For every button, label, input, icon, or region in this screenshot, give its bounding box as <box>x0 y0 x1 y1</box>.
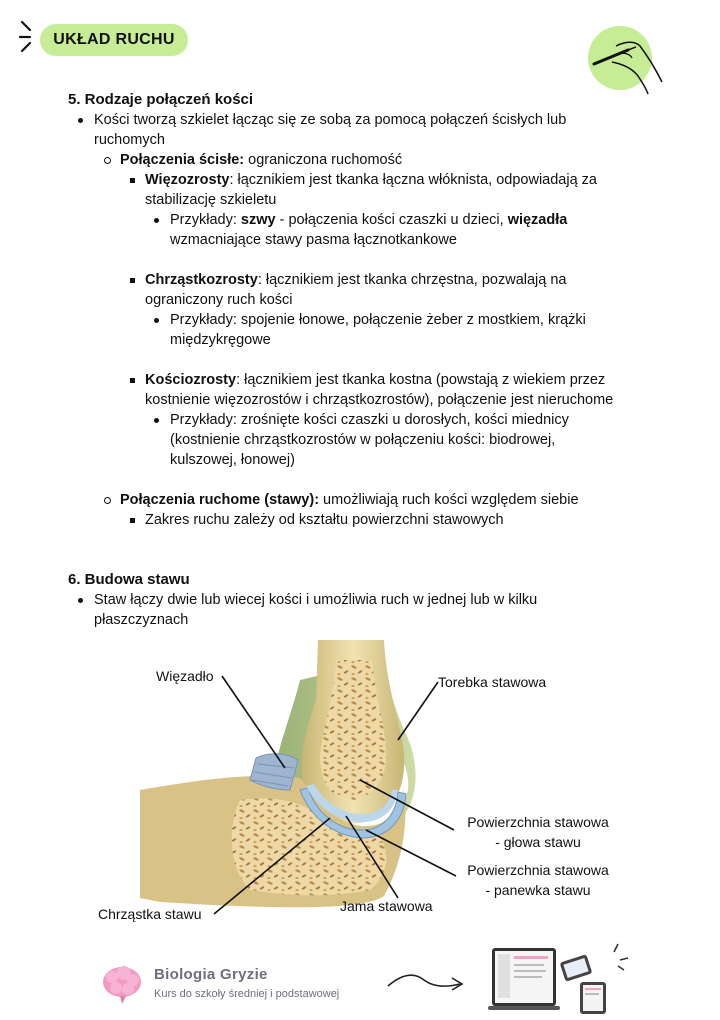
list-item: Przykłady: szwy - połączenia kości czaszki u dzieci, więzadła wzmacniające stawy pasma łącznotkankowe <box>68 210 668 250</box>
bullet <box>104 497 111 504</box>
content <box>68 90 668 630</box>
list-item: Staw łączy dwie lub wiecej kości i umożliwia ruch w jednej lub w kilku płaszczyznach <box>68 590 668 630</box>
label-cartilage: Chrząstka stawu <box>98 906 202 922</box>
list-item: Przykłady: spojenie łonowe, połączenie żeber z mostkiem, krążki międzykręgowe <box>68 310 668 350</box>
leader-capsule <box>398 682 438 740</box>
brain-icon <box>100 962 144 1006</box>
writing-hand-icon <box>588 24 668 96</box>
bullet <box>154 318 159 323</box>
devices-icon <box>488 940 638 1016</box>
list-item: Połączenia ruchome (stawy): umożliwiają ruch kości względem siebie <box>68 490 668 510</box>
bullet <box>78 118 83 123</box>
section6-title: 6. Budowa stawu <box>68 571 190 588</box>
label-socket: Powierzchnia stawowa - panewka stawu <box>467 862 609 898</box>
list-item: Zakres ruchu zależy od kształtu powierzchni stawowych <box>68 510 668 530</box>
sparkle-icon <box>18 18 40 54</box>
list-item: Przykłady: zrośnięte kości czaszki u dorosłych, kości miednicy (kostnienie chrząstkozrostów w połączeniu kości: biodrowej, kulszowej, łonowej) <box>68 410 668 470</box>
list-item: Połączenia ścisłe: ograniczona ruchomość <box>68 150 668 170</box>
brand-name: Biologia Gryzie <box>154 966 268 983</box>
bullet <box>130 518 135 523</box>
label-capsule: Torebka stawowa <box>438 674 547 690</box>
bullet <box>130 378 135 383</box>
list-item: Kościozrosty: łącznikiem jest tkanka kostna (powstają z wiekiem przez kostnienie więzozrostów i chrząstkozrostów), połączenie jest nieruchome <box>68 370 668 410</box>
bullet <box>130 178 135 183</box>
bullet <box>154 218 159 223</box>
list-item: Więzozrosty: łącznikiem jest tkanka łączna włóknista, odpowiadają za stabilizację szkieletu <box>68 170 668 210</box>
label-cavity: Jama stawowa <box>340 898 433 914</box>
page-title-badge: UKŁAD RUCHU <box>40 24 188 56</box>
joint-diagram <box>0 640 720 940</box>
leader-ligament <box>222 676 285 768</box>
bullet <box>130 278 135 283</box>
list-item: Chrząstkozrosty: łącznikiem jest tkanka chrzęstna, pozwalają na ograniczony ruch kości <box>68 270 668 310</box>
bullet <box>154 418 159 423</box>
bullet <box>104 157 111 164</box>
label-head: Powierzchnia stawowa - głowa stawu <box>467 814 609 850</box>
brand-tagline: Kurs do szkoły średniej i podstawowej <box>154 988 340 1000</box>
list-item: Kości tworzą szkielet łącząc się ze sobą za pomocą połączeń ścisłych lub ruchomych <box>68 110 668 150</box>
label-ligament: Więzadło <box>156 668 214 684</box>
arrow-icon <box>384 968 468 998</box>
section5-title: 5. Rodzaje połączeń kości <box>68 91 254 108</box>
bullet <box>78 598 83 603</box>
